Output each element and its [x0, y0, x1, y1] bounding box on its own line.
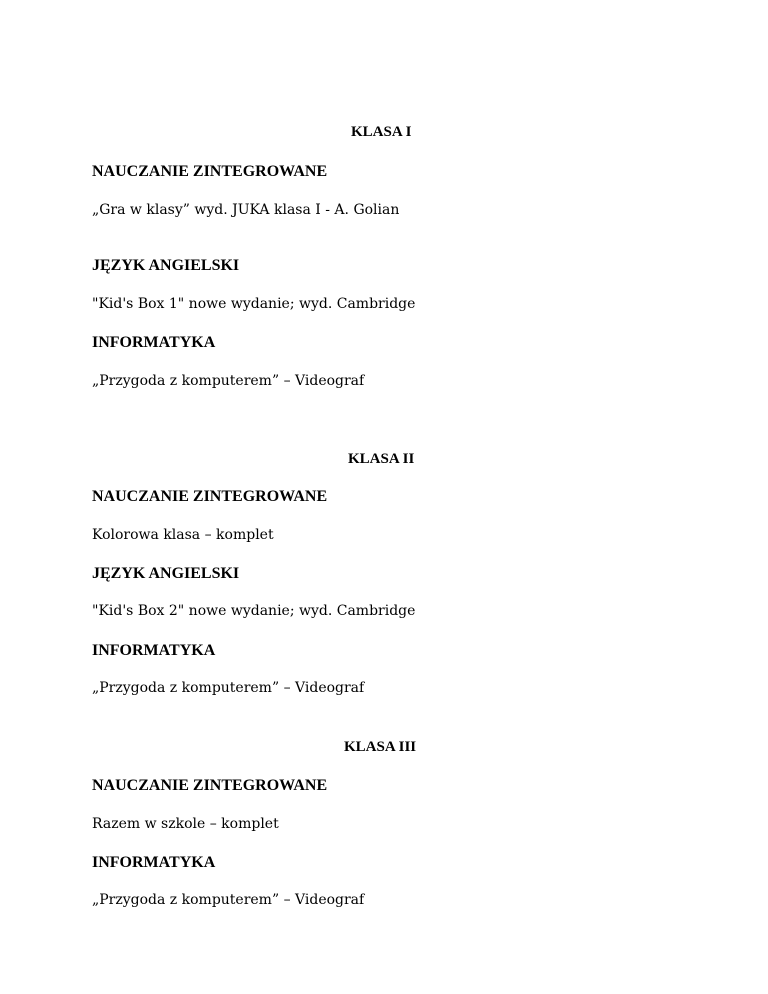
book-title: "Kid's Box 1" nowe wydanie; wyd. Cambridge: [92, 296, 416, 312]
class-heading-1: KLASA I: [351, 124, 412, 140]
book-title: Kolorowa klasa – komplet: [92, 527, 274, 543]
subject-nauczanie-zintegrowane: NAUCZANIE ZINTEGROWANE: [92, 777, 328, 794]
subject-jezyk-angielski: JĘZYK ANGIELSKI: [92, 257, 240, 274]
subject-jezyk-angielski: JĘZYK ANGIELSKI: [92, 565, 240, 582]
subject-informatyka: INFORMATYKA: [92, 334, 216, 351]
class-heading-3: KLASA III: [344, 739, 417, 755]
subject-informatyka: INFORMATYKA: [92, 642, 216, 659]
book-title: „Przygoda z komputerem” – Videograf: [92, 892, 365, 908]
subject-nauczanie-zintegrowane: NAUCZANIE ZINTEGROWANE: [92, 488, 328, 505]
book-title: „Przygoda z komputerem” – Videograf: [92, 680, 365, 696]
class-heading-2: KLASA II: [348, 451, 415, 467]
book-title: "Kid's Box 2" nowe wydanie; wyd. Cambridge: [92, 603, 416, 619]
book-title: Razem w szkole – komplet: [92, 816, 279, 832]
subject-informatyka: INFORMATYKA: [92, 854, 216, 871]
book-title: „Przygoda z komputerem” – Videograf: [92, 373, 365, 389]
subject-nauczanie-zintegrowane: NAUCZANIE ZINTEGROWANE: [92, 163, 328, 180]
book-title: „Gra w klasy” wyd. JUKA klasa I - A. Golian: [92, 202, 400, 218]
